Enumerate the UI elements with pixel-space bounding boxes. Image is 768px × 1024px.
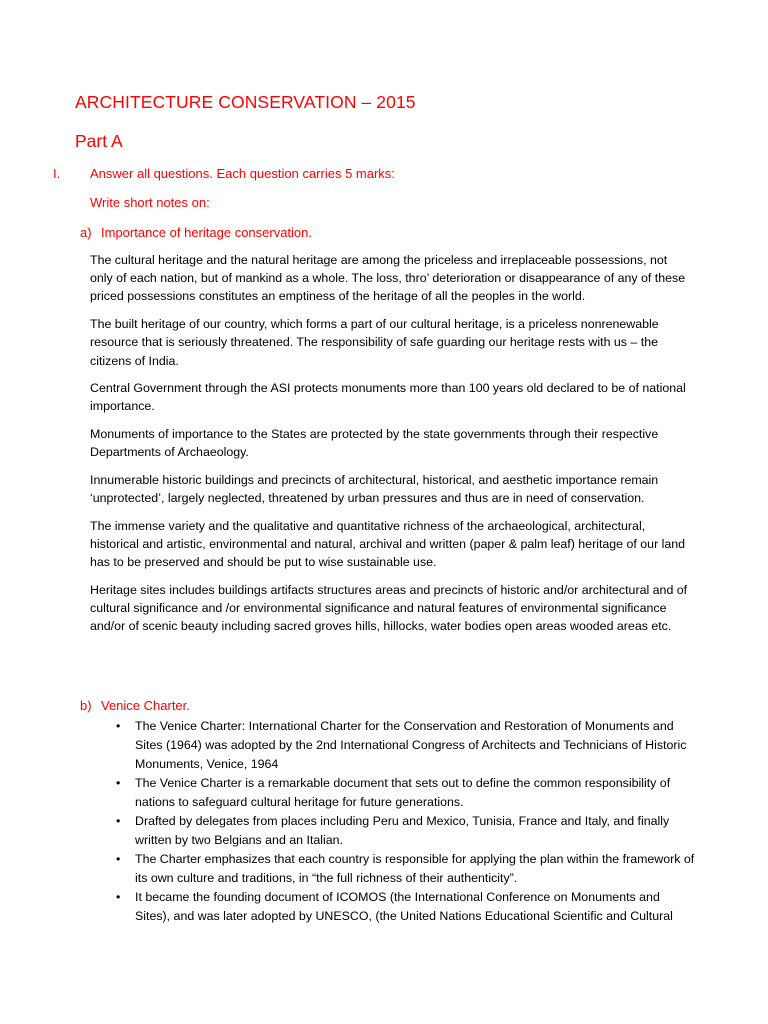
section-a-heading xyxy=(80,225,312,240)
list-item xyxy=(116,850,696,888)
paragraph: Monuments of importance to the States are protected by the state governments through their respective Departments of Archaeology. xyxy=(90,427,659,460)
bullet-icon: • xyxy=(116,852,121,866)
list-item xyxy=(116,774,696,812)
paragraph: Central Government through the ASI protects monuments more than 100 years old declared to be of national importance. xyxy=(90,381,686,414)
section-b-letter: b) xyxy=(80,698,92,713)
paragraph: The immense variety and the qualitative and quantitative richness of the archaeological, architectural, historical and artistic, environmental and natural, archival and written (paper & palm leaf) heritage of our land has to be preserved and should be put to wise sustainable use. xyxy=(90,518,686,570)
question-number: I. xyxy=(53,166,61,181)
list-item-text: The Charter emphasizes that each country is responsible for applying the plan within the framework of its own culture and traditions, in “the full richness of their authenticity”. xyxy=(135,852,695,885)
section-a-letter: a) xyxy=(80,225,92,240)
list-item-text: The Venice Charter: International Charter for the Conservation and Restoration of Monuments and Sites (1964) was adopted by the 2nd International Congress of Architects and Technicians of Historic Monuments, Venice, 1964 xyxy=(135,719,687,771)
paragraph: Heritage sites includes buildings artifacts structures areas and precincts of historic and/or architectural and of cultural significance and /or environmental significance and natural features of environmental significance and/or of scenic beauty including sacred groves hills, hillocks, water bodies open areas wooded areas etc. xyxy=(90,583,688,634)
paragraph: The built heritage of our country, which forms a part of our cultural heritage, is a priceless nonrenewable resource that is seriously threatened. The responsibility of safe guarding our heritage rests with us – the citizens of India. xyxy=(90,317,659,368)
bullet-icon: • xyxy=(116,890,121,904)
section-b-heading xyxy=(80,698,190,713)
section-a-body xyxy=(90,251,690,645)
list-item-text: The Venice Charter is a remarkable document that sets out to define the common responsibility of nations to safeguard cultural heritage for future generations. xyxy=(135,776,671,809)
list-item xyxy=(116,812,696,850)
bullet-icon: • xyxy=(116,776,121,790)
bullet-icon: • xyxy=(116,719,121,733)
list-item-text: It became the founding document of ICOMOS (the International Conference on Monuments and Sites), and was later adopted by UNESCO, (the United Nations Educational Scientific and Cultural xyxy=(135,890,673,923)
list-item xyxy=(116,888,696,926)
paragraph: The cultural heritage and the natural heritage are among the priceless and irreplaceable possessions, not only of each nation, but of mankind as a whole. The loss, thro’ deterioration or disappearance of any of these priced possessions constitutes an emptiness of the heritage of all the peoples in the world. xyxy=(90,253,686,304)
document-title: ARCHITECTURE CONSERVATION – 2015 xyxy=(75,92,416,112)
question-instruction: Answer all questions. Each question carries 5 marks: xyxy=(90,166,395,181)
short-notes-heading: Write short notes on: xyxy=(90,195,210,210)
list-item xyxy=(116,717,696,774)
paragraph: Innumerable historic buildings and precincts of architectural, historical, and aesthetic importance remain ‘unprotected’, largely neglected, threatened by urban pressures and thus are in need of conservation. xyxy=(90,473,659,506)
bullet-icon: • xyxy=(116,814,121,828)
section-a-title: Importance of heritage conservation. xyxy=(101,225,313,240)
part-heading: Part A xyxy=(75,131,123,151)
section-b-title: Venice Charter. xyxy=(101,698,190,713)
list-item-text: Drafted by delegates from places including Peru and Mexico, Tunisia, France and Italy, and finally written by two Belgians and an Italian. xyxy=(135,814,670,847)
venice-charter-bullet-list xyxy=(116,717,696,926)
